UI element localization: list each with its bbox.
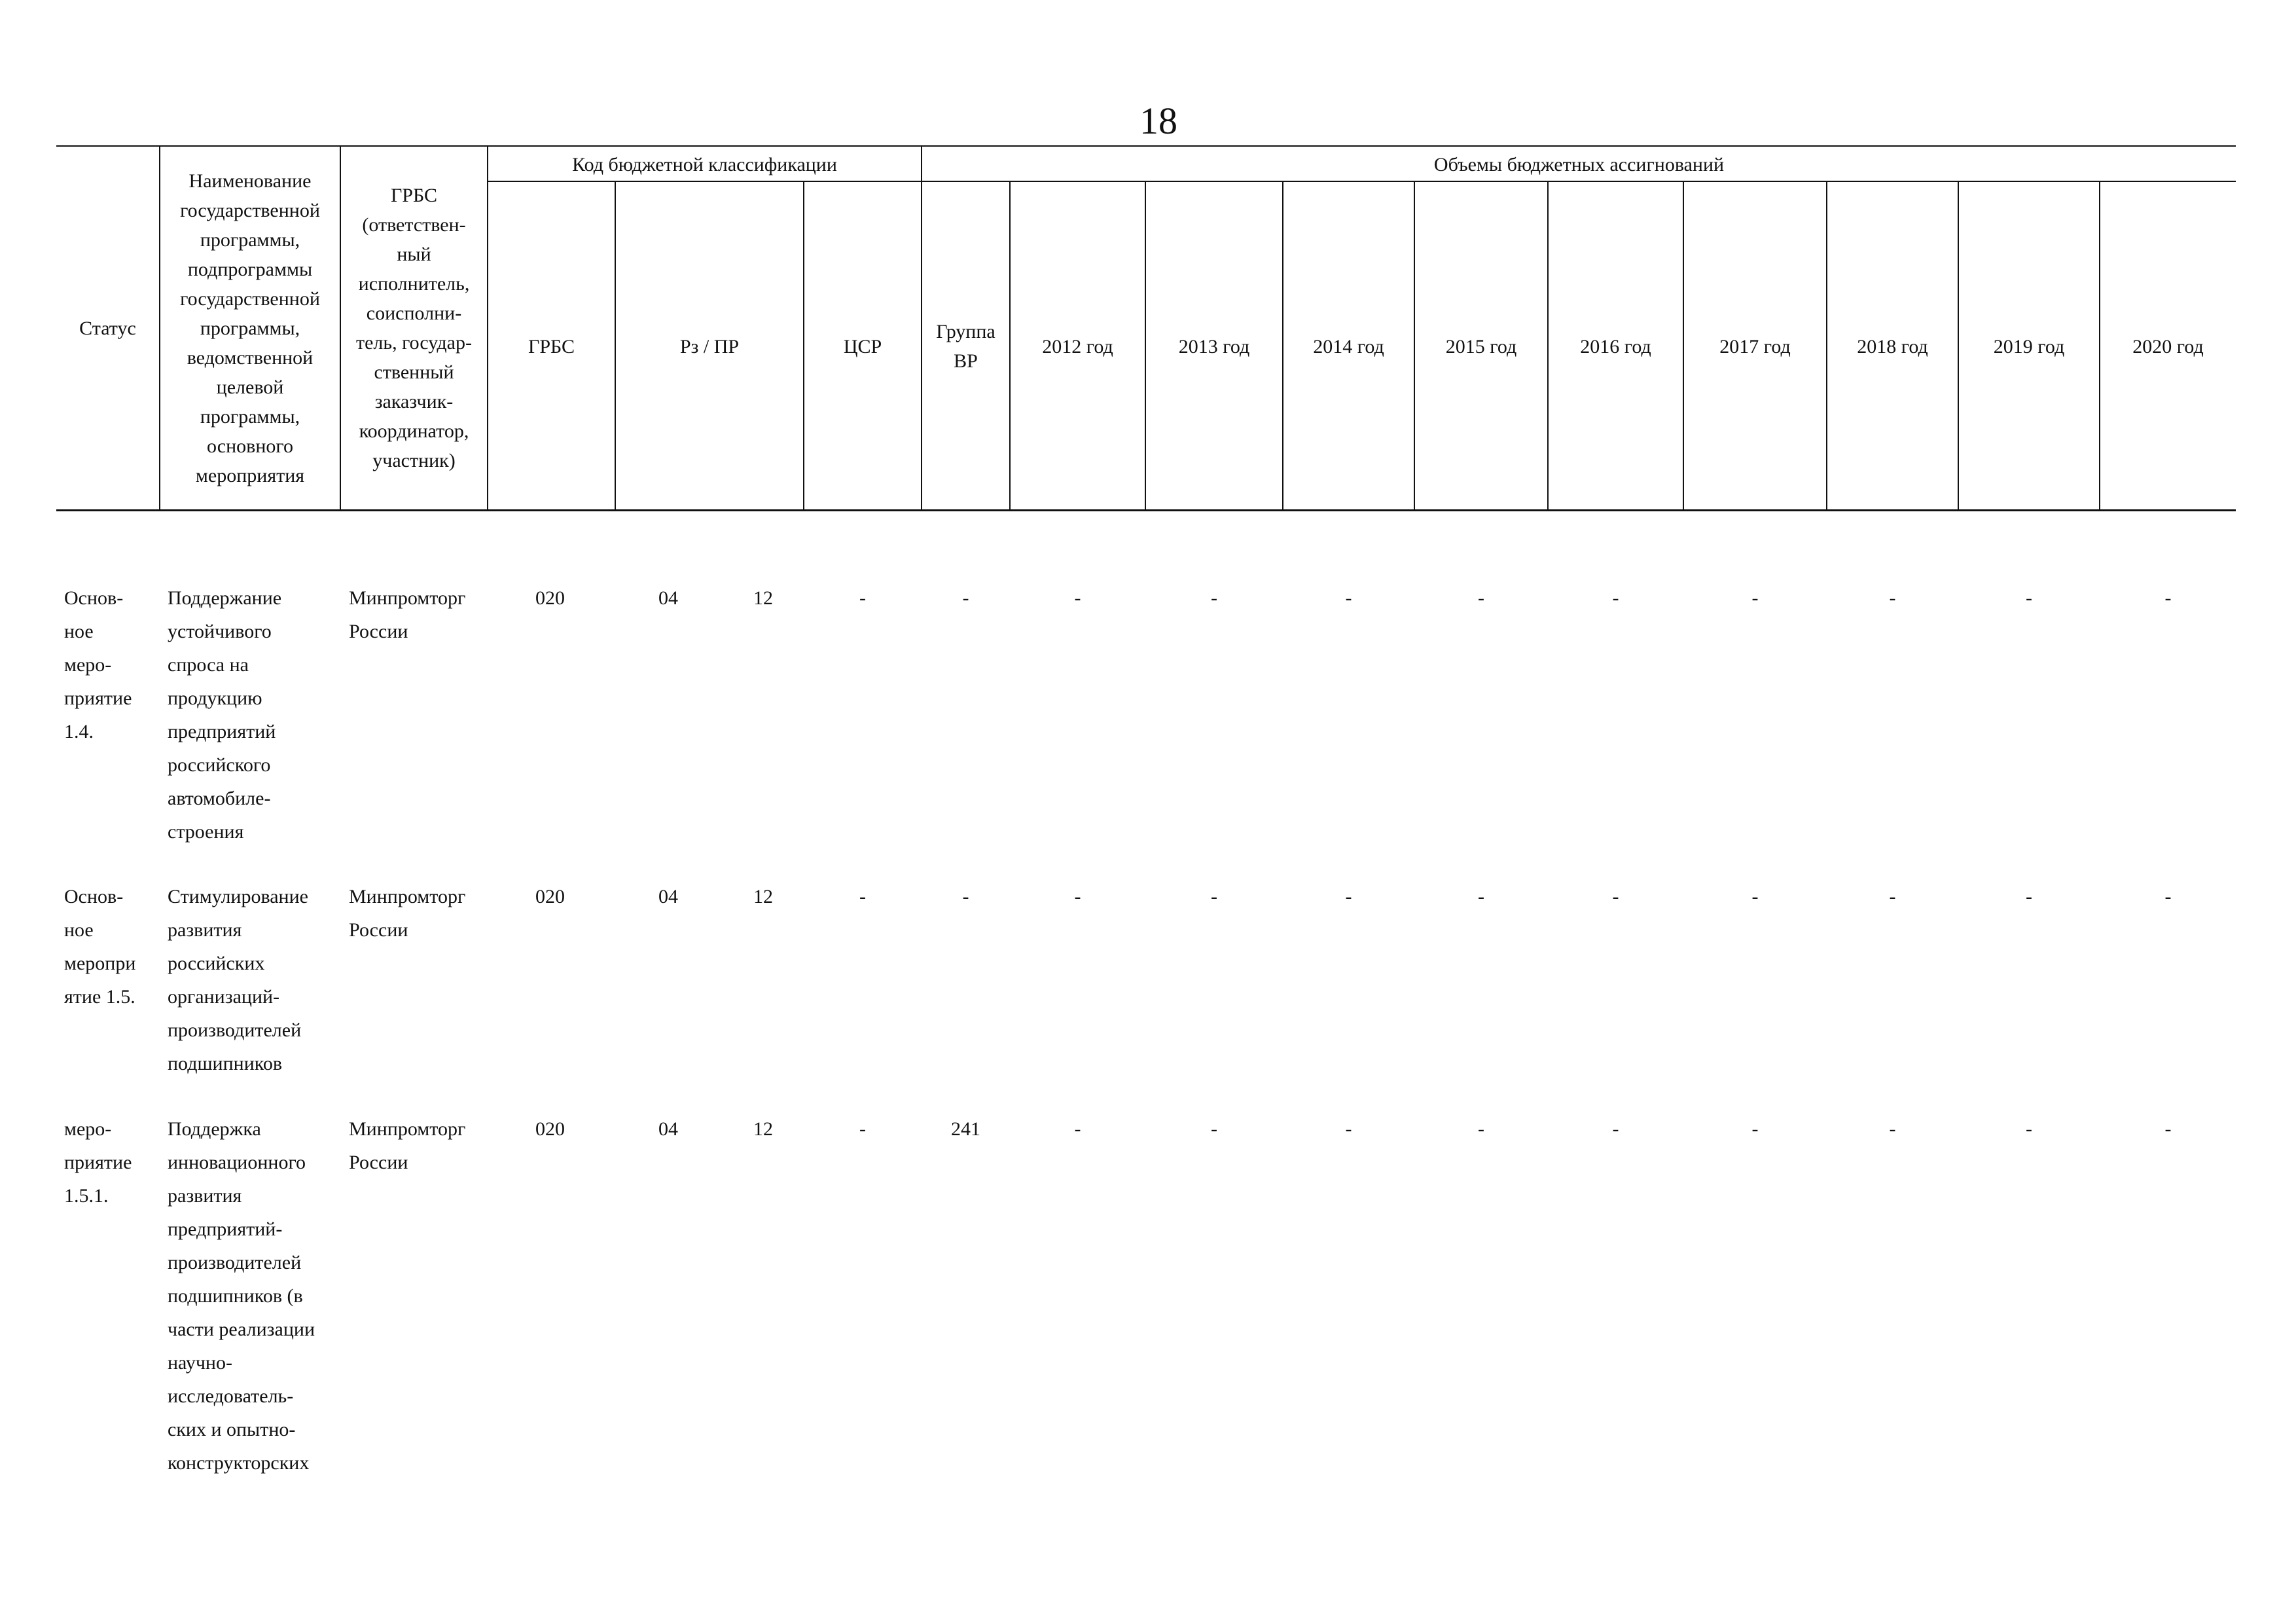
grbs-code: 020 bbox=[535, 1118, 565, 1140]
table-row-grbs bbox=[349, 581, 465, 648]
name-line: российских bbox=[168, 953, 265, 974]
year-value: - bbox=[2164, 1118, 2172, 1140]
table-row-name bbox=[168, 880, 308, 1080]
header-grbs-line: ГРБС bbox=[390, 185, 438, 206]
table-row-status bbox=[64, 1112, 132, 1213]
header-name-line: государственной bbox=[180, 287, 320, 310]
header-grbs-line: исполнитель, bbox=[358, 273, 470, 295]
year-value: - bbox=[1074, 886, 1081, 907]
year-value: - bbox=[1889, 587, 1896, 609]
header-allocations-group: Объемы бюджетных ассигнований bbox=[1433, 154, 1725, 175]
header-status: Статус bbox=[79, 317, 136, 339]
csr-value: - bbox=[859, 1118, 866, 1140]
table-row-status bbox=[64, 581, 132, 748]
name-line: предприятий- bbox=[168, 1218, 283, 1240]
status-line: меропри bbox=[64, 953, 136, 974]
status-line: меро- bbox=[64, 1118, 112, 1140]
status-line: ное bbox=[64, 919, 94, 941]
header-name bbox=[160, 147, 340, 509]
status-line: ятие 1.5. bbox=[64, 986, 135, 1008]
header-year-2015: 2015 год bbox=[1445, 335, 1517, 357]
header-year-2020: 2020 год bbox=[2132, 335, 2204, 357]
name-line: автомобиле- bbox=[168, 788, 271, 809]
name-line: производителей bbox=[168, 1019, 302, 1041]
header-grbs-line: тель, государ- bbox=[356, 332, 472, 354]
year-value: - bbox=[1345, 587, 1352, 609]
name-line: спроса на bbox=[168, 654, 249, 676]
header-year-2012: 2012 год bbox=[1042, 335, 1113, 357]
name-line: Стимулирование bbox=[168, 886, 308, 907]
header-name-line: программы, bbox=[200, 317, 300, 339]
header-year-2013: 2013 год bbox=[1178, 335, 1250, 357]
subheader-divider bbox=[487, 181, 2236, 182]
page-number: 18 bbox=[1139, 100, 1177, 142]
year-value: - bbox=[1751, 1118, 1759, 1140]
header-name-line: ведомственной bbox=[187, 346, 314, 369]
name-line: строения bbox=[168, 821, 244, 843]
header-name-line: мероприятия bbox=[195, 464, 305, 486]
status-line: приятие bbox=[64, 687, 132, 709]
pr-code: 12 bbox=[753, 587, 773, 609]
grbs-line: Минпромторг bbox=[349, 886, 466, 907]
name-line: предприятий bbox=[168, 721, 276, 742]
year-value: - bbox=[1345, 886, 1352, 907]
year-value: - bbox=[1211, 1118, 1217, 1140]
year-value: - bbox=[2164, 886, 2172, 907]
name-line: Поддержание bbox=[168, 587, 282, 609]
header-year-2014: 2014 год bbox=[1313, 335, 1384, 357]
year-value: - bbox=[1478, 587, 1484, 609]
year-value: - bbox=[1612, 1118, 1619, 1140]
name-line: научно- bbox=[168, 1352, 232, 1374]
header-grbs-line: координатор, bbox=[359, 420, 469, 442]
header-year-2017: 2017 год bbox=[1719, 335, 1791, 357]
year-value: - bbox=[2026, 587, 2032, 609]
name-line: части реализации bbox=[168, 1319, 315, 1340]
header-bottom-border bbox=[56, 509, 2236, 511]
name-line: конструкторских bbox=[168, 1452, 310, 1474]
header-name-line: программы, bbox=[200, 228, 300, 251]
table-row-grbs bbox=[349, 880, 465, 947]
name-line: производителей bbox=[168, 1252, 302, 1273]
year-value: - bbox=[2026, 886, 2032, 907]
grbs-line: России bbox=[349, 621, 408, 642]
table-row-status bbox=[64, 880, 135, 1013]
year-value: - bbox=[1478, 886, 1484, 907]
name-line: исследователь- bbox=[168, 1385, 294, 1407]
header-grbs-line: заказчик- bbox=[374, 391, 454, 412]
header-col-csr: ЦСР bbox=[843, 335, 882, 357]
status-line: меро- bbox=[64, 654, 112, 676]
year-value: - bbox=[1074, 1118, 1081, 1140]
status-line: приятие bbox=[64, 1152, 132, 1173]
name-line: продукцию bbox=[168, 687, 262, 709]
rz-code: 04 bbox=[658, 1118, 678, 1140]
name-line: развития bbox=[168, 1185, 242, 1207]
header-col-vr bbox=[922, 183, 1009, 509]
header-year-2016: 2016 год bbox=[1580, 335, 1651, 357]
header-budget-code-group: Код бюджетной классификации bbox=[572, 154, 837, 175]
status-line: ное bbox=[64, 621, 94, 642]
table-row-grbs bbox=[349, 1112, 465, 1179]
header-col-rzpr: Рз / ПР bbox=[679, 335, 740, 357]
rz-code: 04 bbox=[658, 587, 678, 609]
year-value: - bbox=[1211, 886, 1217, 907]
name-line: организаций- bbox=[168, 986, 280, 1008]
grbs-line: Минпромторг bbox=[349, 587, 466, 609]
name-line: подшипников bbox=[168, 1053, 282, 1074]
header-name-line: Наименование bbox=[188, 170, 312, 192]
header-name-line: государственной bbox=[180, 199, 320, 221]
name-line: Поддержка bbox=[168, 1118, 261, 1140]
grbs-code: 020 bbox=[535, 886, 565, 907]
year-value: - bbox=[1889, 1118, 1896, 1140]
rz-code: 04 bbox=[658, 886, 678, 907]
header-year-2019: 2019 год bbox=[1993, 335, 2065, 357]
grbs-code: 020 bbox=[535, 587, 565, 609]
year-value: - bbox=[1211, 587, 1217, 609]
header-name-line: программы, bbox=[200, 405, 300, 428]
table-row-name bbox=[168, 1112, 315, 1480]
vr-value: - bbox=[962, 587, 969, 609]
name-line: подшипников (в bbox=[168, 1285, 303, 1307]
grbs-line: Минпромторг bbox=[349, 1118, 466, 1140]
pr-code: 12 bbox=[753, 1118, 773, 1140]
header-grbs-line: ственный bbox=[374, 361, 454, 383]
header-vr-line: ВР bbox=[954, 350, 978, 372]
status-line: 1.4. bbox=[64, 721, 94, 742]
header-grbs-line: соисполни- bbox=[366, 302, 462, 324]
pr-code: 12 bbox=[753, 886, 773, 907]
header-grbs-line: участник) bbox=[372, 450, 456, 471]
header-grbs-line: ный bbox=[397, 244, 431, 265]
status-line: Основ- bbox=[64, 886, 124, 907]
status-line: 1.5.1. bbox=[64, 1185, 109, 1207]
year-value: - bbox=[1889, 886, 1896, 907]
year-value: - bbox=[1074, 587, 1081, 609]
name-line: российского bbox=[168, 754, 271, 776]
vr-value: 241 bbox=[951, 1118, 980, 1140]
header-year-2018: 2018 год bbox=[1857, 335, 1928, 357]
year-value: - bbox=[1612, 886, 1619, 907]
header-name-line: целевой bbox=[216, 376, 284, 398]
year-value: - bbox=[1612, 587, 1619, 609]
status-line: Основ- bbox=[64, 587, 124, 609]
header-grbs-line: (ответствен- bbox=[362, 214, 466, 236]
header-vr-line: Группа bbox=[936, 321, 996, 342]
header-name-line: подпрограммы bbox=[187, 258, 313, 280]
year-value: - bbox=[1478, 1118, 1484, 1140]
year-value: - bbox=[2164, 587, 2172, 609]
grbs-line: России bbox=[349, 1152, 408, 1173]
name-line: ских и опытно- bbox=[168, 1419, 296, 1440]
csr-value: - bbox=[859, 587, 866, 609]
header-col-grbs: ГРБС bbox=[528, 335, 575, 357]
year-value: - bbox=[1751, 886, 1759, 907]
grbs-line: России bbox=[349, 919, 408, 941]
name-line: устойчивого bbox=[168, 621, 272, 642]
name-line: инновационного bbox=[168, 1152, 306, 1173]
year-value: - bbox=[1751, 587, 1759, 609]
table-row-name bbox=[168, 581, 281, 848]
vr-value: - bbox=[962, 886, 969, 907]
year-value: - bbox=[1345, 1118, 1352, 1140]
csr-value: - bbox=[859, 886, 866, 907]
header-grbs-responsible bbox=[341, 147, 487, 509]
year-value: - bbox=[2026, 1118, 2032, 1140]
header-name-line: основного bbox=[207, 435, 293, 457]
name-line: развития bbox=[168, 919, 242, 941]
